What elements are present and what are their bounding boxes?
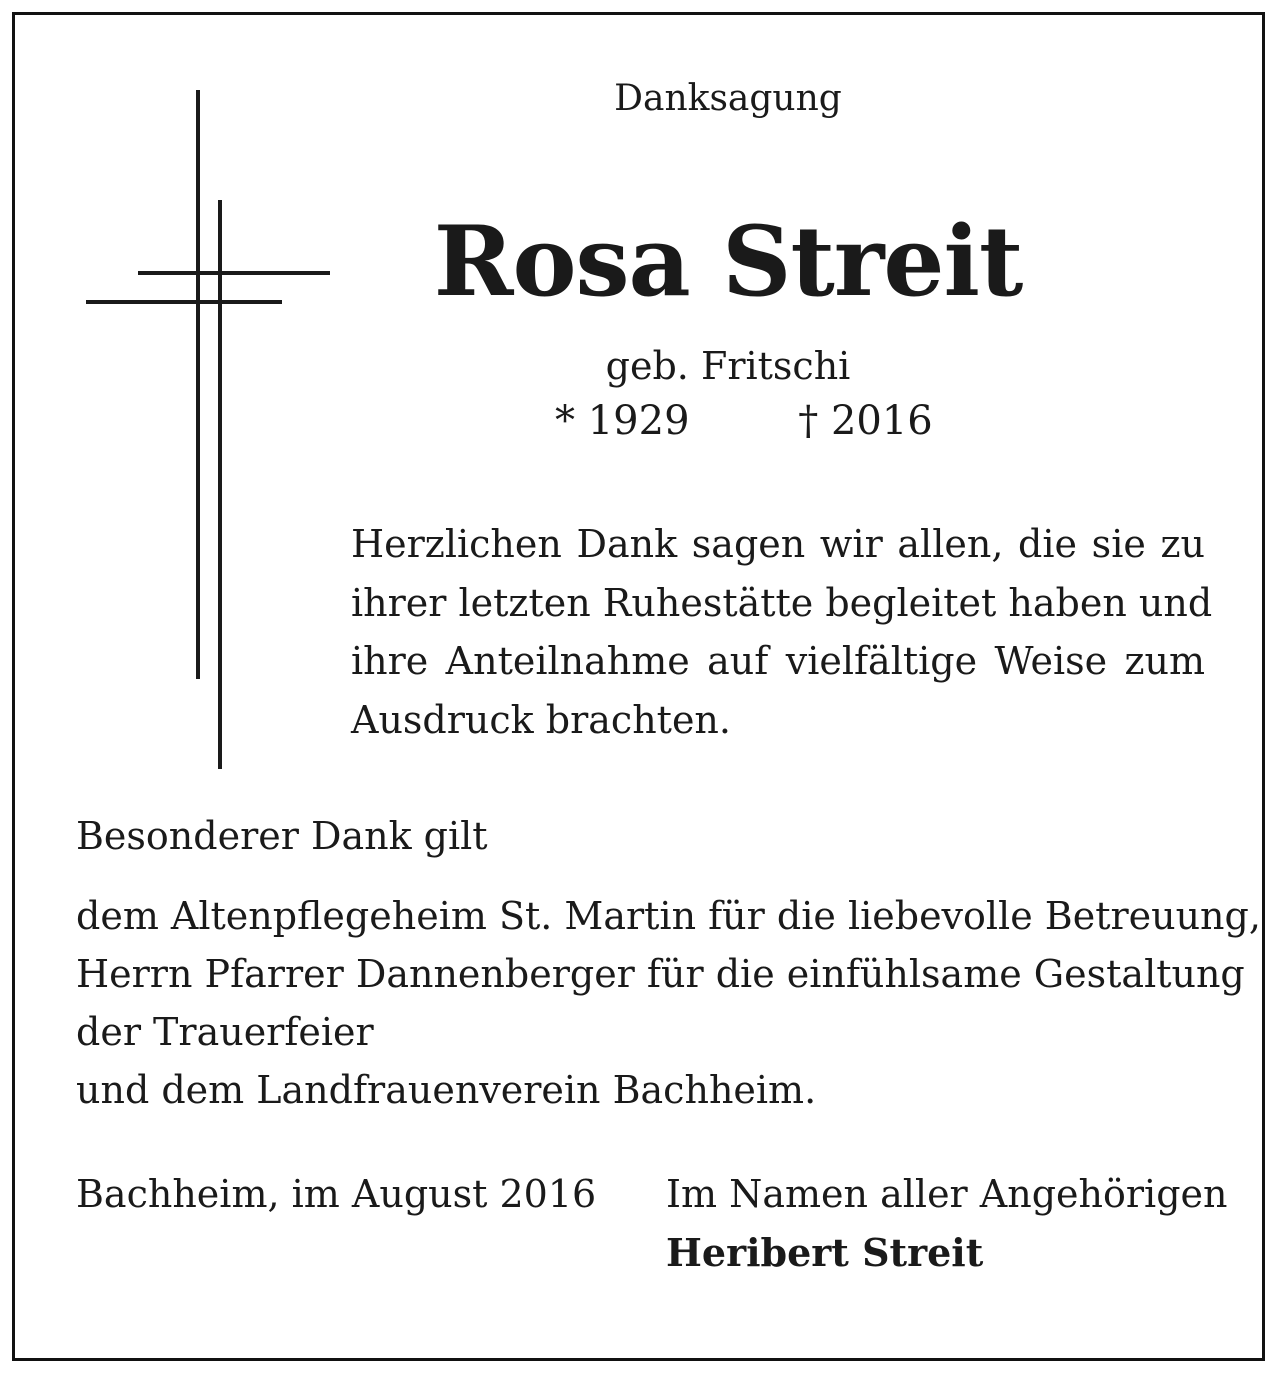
- place-date: Bachheim, im August 2016: [76, 1172, 597, 1216]
- signer-name: Heribert Streit: [666, 1230, 984, 1275]
- thanks-list: [76, 887, 1261, 1119]
- thanks-line: der Trauerfeier: [76, 1010, 374, 1054]
- notice-heading: Danksagung: [614, 78, 842, 119]
- paragraph-line: Ausdruck brachten.: [351, 697, 731, 742]
- cross-icon: [80, 86, 340, 776]
- thanks-line: und dem Landfrauenverein Bachheim.: [76, 1068, 817, 1112]
- on-behalf-line: Im Namen aller Angehörigen: [666, 1172, 1228, 1216]
- paragraph-line: Herzlichen Dank sagen wir allen, die sie zu: [351, 522, 1205, 566]
- special-thanks-heading: Besonderer Dank gilt: [76, 814, 488, 858]
- life-dates: [555, 398, 933, 444]
- gratitude-paragraph: [351, 515, 1213, 749]
- maiden-name: geb. Fritschi: [605, 344, 851, 388]
- paragraph-line: ihrer letzten Ruhestätte begleitet haben und: [351, 580, 1213, 625]
- thanks-line: Herrn Pfarrer Dannenberger für die einfühlsame Gestaltung: [76, 952, 1245, 996]
- paragraph-line: ihre Anteilnahme auf vielfältige Weise zum: [351, 639, 1205, 683]
- deceased-name: Rosa Streit: [433, 205, 1023, 318]
- birth-year: * 1929: [555, 398, 690, 444]
- thanks-line: dem Altenpflegeheim St. Martin für die liebevolle Betreuung,: [76, 894, 1261, 938]
- death-year: † 2016: [798, 398, 933, 444]
